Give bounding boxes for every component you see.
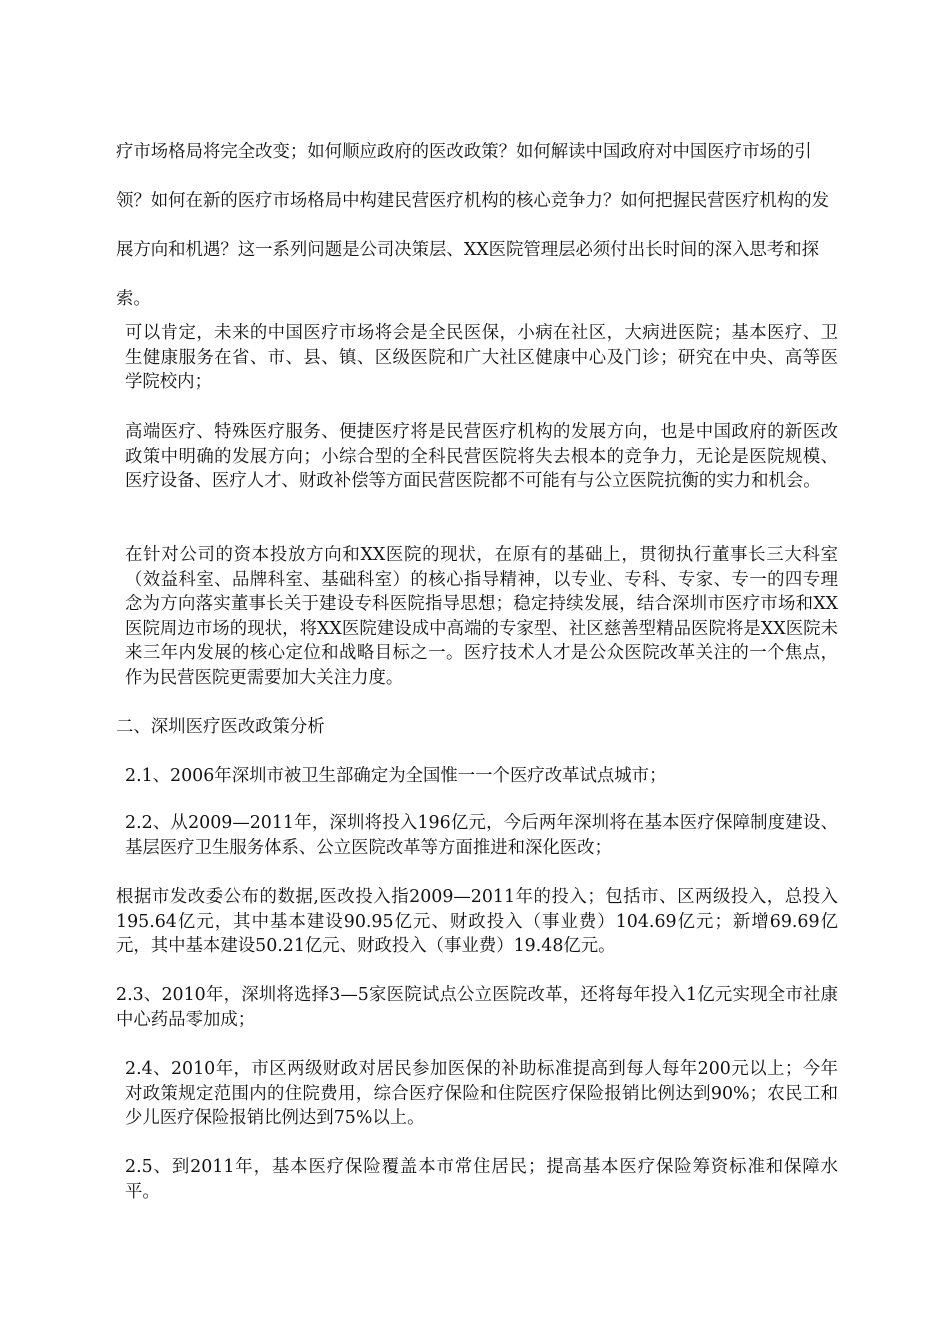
list-item-2-2: 2.2、从2009—2011年，深圳将投入196亿元，今后两年深圳将在基本医疗保障制度建设、基层医疗卫生服务体系、公立医院改革等方面推进和深化医改； xyxy=(125,813,838,858)
paragraph-private-direction: 高端医疗、特殊医疗服务、便捷医疗将是民营医疗机构的发展方向，也是中国政府的新医改政策中明确的发展方向；小综合型的全科民营医院将失去根本的竞争力，无论是医院规模、医疗设备、医疗人才、财政补偿等方面民营医院都不可能有与公立医院抗衡的实力和机会。 xyxy=(125,422,838,491)
paragraph-investment-data: 根据市发改委公布的数据,医改投入指2009—2011年的投入；包括市、区两级投入，总投入195.64亿元，其中基本建设90.95亿元、财政投入（事业费）104.69亿元；新增69.69亿元，其中基本建设50.21亿元、财政投入（事业费）19.48亿元。 xyxy=(116,887,838,956)
list-item-2-5: 2.5、到2011年，基本医疗保险覆盖本市常住居民；提高基本医疗保险筹资标准和保障水平。 xyxy=(125,1157,838,1202)
list-item-2-3: 2.3、2010年，深圳将选择3—5家医院试点公立医院改革，还将每年投入1亿元实现全市社康中心药品零加成； xyxy=(116,985,838,1030)
intro-paragraph: 疗市场格局将完全改变；如何顺应政府的医改政策？如何解读中国政府对中国医疗市场的引领？如何在新的医疗市场格局中构建民营医疗机构的核心竞争力？如何把握民营医疗机构的发展方向和机遇？这一系列问题是公司决策层、XX医院管理层必须付出长时间的深入思考和探索。 xyxy=(116,142,830,309)
list-item-2-4: 2.4、2010年，市区两级财政对居民参加医保的补助标准提高到每人每年200元以上；今年对政策规定范围内的住院费用，综合医疗保险和住院医疗保险报销比例达到90%；农民工和少儿医疗保险报销比例达到75%以上。 xyxy=(125,1059,838,1128)
paragraph-strategy: 在针对公司的资本投放方向和XX医院的现状，在原有的基础上，贯彻执行董事长三大科室（效益科室、品牌科室、基础科室）的核心指导精神，以专业、专科、专家、专一的四专理念为方向落实董事长关于建设专科医院指导思想；稳定持续发展，结合深圳市医疗市场和XX医院周边市场的现状，将XX医院建设成中高端的专家型、社区慈善型精品医院将是XX医院未来三年内发展的核心定位和战略目标之一。医疗技术人才是公众医院改革关注的一个焦点，作为民营医院更需要加大关注力度。 xyxy=(125,545,838,688)
paragraph-future-market: 可以肯定，未来的中国医疗市场将会是全民医保，小病在社区，大病进医院；基本医疗、卫生健康服务在省、市、县、镇、区级医院和广大社区健康中心及门诊；研究在中央、高等医学院校内； xyxy=(125,323,838,392)
section-heading: 二、深圳医疗医改政策分析 xyxy=(116,717,325,737)
list-item-2-1: 2.1、2006年深圳市被卫生部确定为全国惟一一个医疗改革试点城市； xyxy=(125,766,667,786)
